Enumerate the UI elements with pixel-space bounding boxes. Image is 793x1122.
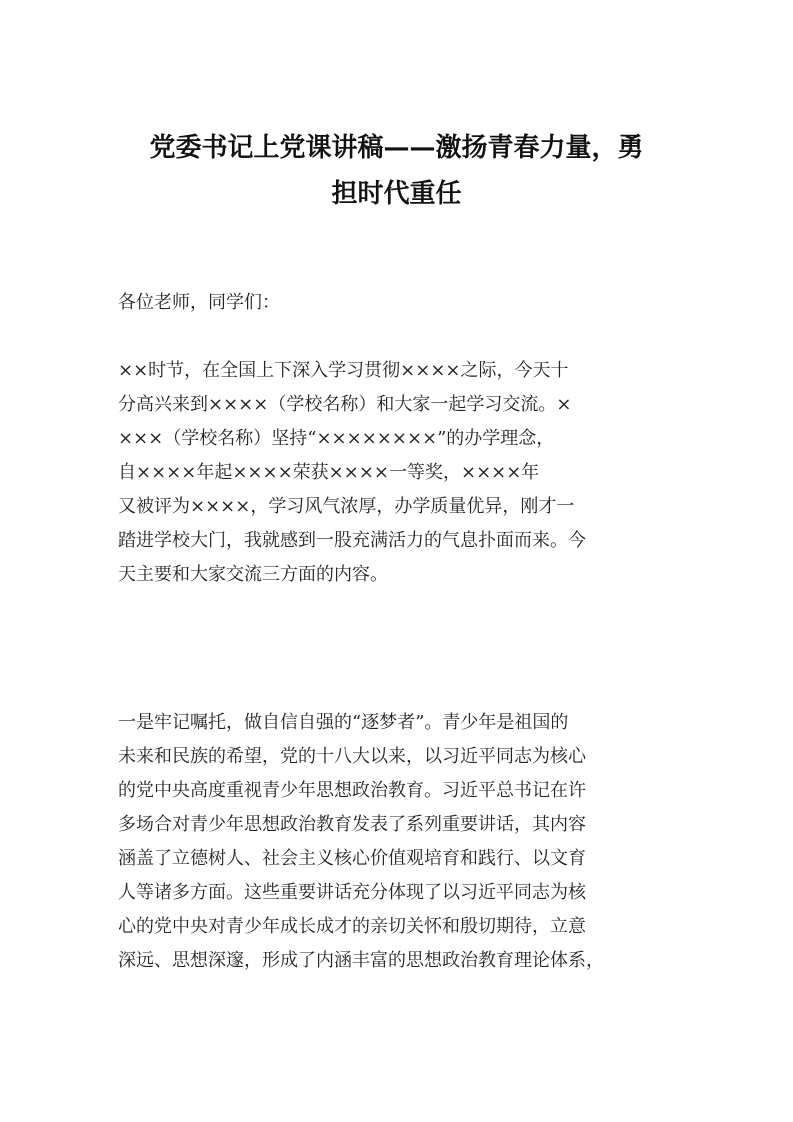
paragraph-line: 深远、思想深邃，形成了内涵丰富的思想政治教育理论体系， — [118, 950, 604, 971]
paragraph-line: ×××（学校名称）坚持“××××××××”的办学理念， — [118, 428, 555, 449]
document-title-line-2: 担时代重任 — [331, 179, 462, 209]
paragraph-line: 涵盖了立德树人、社会主义核心价值观培育和践行、以文育 — [118, 848, 586, 869]
paragraph-line: 心的党中央对青少年成长成才的亲切关怀和殷切期待，立意 — [118, 916, 586, 937]
paragraph-line: 又被评为××××，学习风气浓厚，办学质量优异，刚才一 — [118, 496, 575, 517]
paragraph-line: 的党中央高度重视青少年思想政治教育。习近平总书记在许 — [118, 780, 586, 801]
paragraph-line: 未来和民族的希望，党的十八大以来，以习近平同志为核心 — [118, 746, 586, 767]
paragraph-line: 踏进学校大门，我就感到一股充满活力的气息扑面而来。今 — [118, 530, 586, 551]
document-title-line-1: 党委书记上党课讲稿——激扬青春力量，勇 — [149, 133, 644, 163]
paragraph-line: ××时节，在全国上下深入学习贯彻××××之际，今天十 — [118, 360, 569, 381]
paragraph-line: 分高兴来到××××（学校名称）和大家一起学习交流。× — [118, 394, 572, 415]
greeting-text: 各位老师，同学们： — [118, 292, 280, 313]
paragraph-line: 多场合对青少年思想政治教育发表了系列重要讲话，其内容 — [118, 814, 586, 835]
paragraph-line: 天主要和大家交流三方面的内容。 — [118, 564, 388, 585]
paragraph-line: 人等诸多方面。这些重要讲话充分体现了以习近平同志为核 — [118, 882, 586, 903]
paragraph-point-one — [118, 706, 675, 978]
paragraph-intro — [118, 354, 675, 592]
paragraph-line: 一是牢记嘱托，做自信自强的“逐梦者”。青少年是祖国的 — [118, 712, 569, 733]
paragraph-line: 自××××年起××××荣获××××一等奖，××××年 — [118, 462, 540, 483]
